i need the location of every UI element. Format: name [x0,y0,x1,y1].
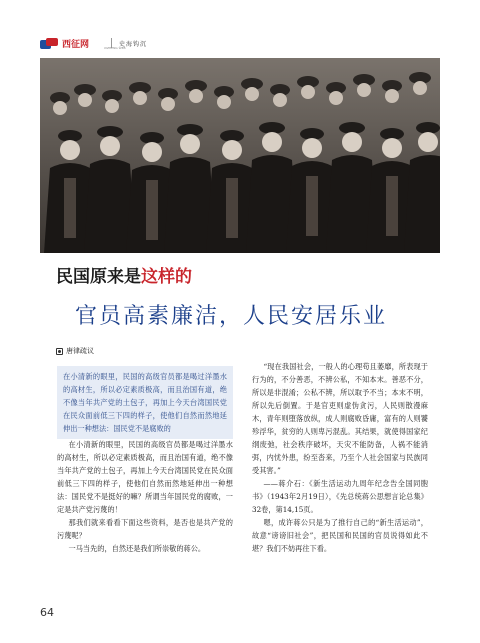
left-column [57,438,233,555]
article-title-part1: 民国原来是 [56,267,141,287]
crowd-photo-illustration [40,58,440,253]
body-paragraph: 嗯，成许蒋公只是为了推行自己的“新生活运动”，故意“谤谤旧社会”，把民国和民国的官员说得如此不堪？我们不妨再往下看。 [252,518,428,553]
page-number: 64 [40,606,54,619]
site-logo-text: 西征网 [62,39,90,50]
quote-paragraph: “现在我国社会，一般人的心理苟且萎靡，所表现于行为的，不分善恶，不辨公私，不知本末。善恶不分，所以是非混淆；公私不辨，所以取予不当；本末不明，所以先后倒置。于是官吏则虚伪贪污，人民则散漫麻木，青年则堕落放纵，成人则腐败昏庸，富有的人则饕殄浮华，贫穷的人则卑污混乱。其结果，就使得国家纪纲废弛，社会秩序破坏，天灾不能防备，人祸不能消弭，内忧外患，纷至沓来，乃至个人社会国家与民族同受其害。” [252,362,428,475]
article-subtitle: 官员高素廉洁，人民安居乐业 [75,304,388,329]
page-header [40,36,147,50]
author-bullet-icon [56,348,63,355]
historical-group-photo [40,58,440,253]
citation-paragraph: ——蒋介石：《新生活运动九周年纪念告全国同胞书》（1943年2月19日），《先总统蒋公思想言论总集》32卷，第14,15页。 [252,479,428,514]
author-byline [56,346,94,356]
article-title [56,262,192,287]
site-logo-subtext: XIZHENG WEB [104,46,126,50]
body-paragraph: 一马当先的，自然还是我们所崇敬的蒋公。 [68,544,206,553]
right-column [252,360,428,555]
column-name: 史海钩沉 [119,40,148,48]
body-paragraph: 在小清新的眼里，民国的高级官员都是喝过洋墨水的高材生，所以必定素质极高，而且治国有道，绝不像当年共产党的土包子，再加上今天台湾国民党在民众面前低三下四的样子，使他们自然而然地延伸出一种想法：国民党不是挺好的嘛？所谓当年国民党的腐败，一定是共产党污蔑的！ [57,440,233,514]
article-title-part2: 这样的 [141,267,192,287]
summary-box: 在小清新的眼里，民国的高级官员都是喝过洋墨水的高材生，所以必定素质极高，而且治国有道，绝不像当年共产党的土包子，再加上今天台湾国民党在民众面前低三下四的样子，使他们自然而然地延伸出一种想法：国民党不是腐败的 [57,366,233,439]
site-logo-icon [40,38,58,49]
author-name: 唐律疏议 [66,347,94,355]
body-paragraph: 那我们就来看看下面这些资料，是否也是共产党的污蔑呢？ [57,518,233,540]
